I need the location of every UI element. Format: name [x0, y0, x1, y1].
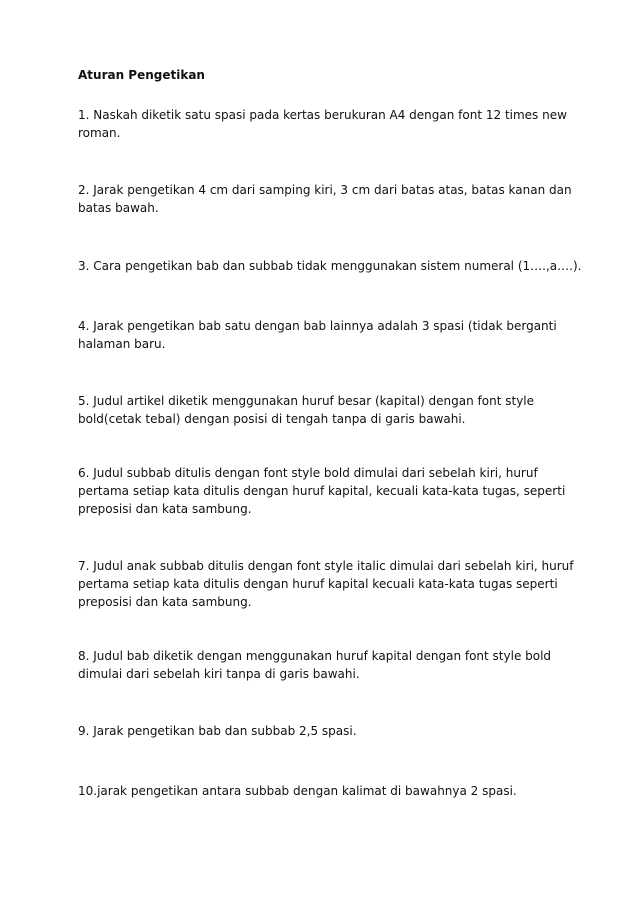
rule-item-8: [78, 647, 564, 683]
rule-line: 10.jarak pengetikan antara subbab dengan kalimat di bawahnya 2 spasi.: [78, 784, 517, 798]
rule-line: preposisi dan kata sambung.: [78, 595, 252, 609]
rule-line: pertama setiap kata ditulis dengan huruf kapital, kecuali kata-kata tugas, seperti: [78, 484, 566, 498]
rule-line: preposisi dan kata sambung.: [78, 502, 252, 516]
rule-line: 9. Jarak pengetikan bab dan subbab 2,5 spasi.: [78, 724, 357, 738]
rule-item-7: [78, 557, 574, 611]
rule-item-6: [78, 464, 564, 518]
document-title: Aturan Pengetikan: [78, 68, 205, 82]
rule-line: roman.: [78, 126, 121, 140]
rule-line: 1. Naskah diketik satu spasi pada kertas berukuran A4 dengan font 12 times new: [78, 108, 567, 122]
rule-item-4: [78, 317, 564, 353]
rule-line: 8. Judul bab diketik dengan menggunakan huruf kapital dengan font style bold: [78, 649, 552, 663]
rule-line: pertama setiap kata ditulis dengan huruf kapital kecuali kata-kata tugas seperti: [78, 577, 558, 591]
rule-item-1: [78, 106, 567, 142]
rule-line: 5. Judul artikel diketik menggunakan huruf besar (kapital) dengan font style: [78, 394, 535, 408]
rule-line: bold(cetak tebal) dengan posisi di tengah tanpa di garis bawahi.: [78, 412, 466, 426]
rule-line: batas bawah.: [78, 201, 159, 215]
rule-item-2: [78, 181, 572, 217]
rule-line: 3. Cara pengetikan bab dan subbab tidak menggunakan sistem numeral (1….,a….).: [78, 259, 582, 273]
rule-item-5: [78, 392, 564, 428]
rule-item-10: [78, 782, 564, 800]
rule-line: 2. Jarak pengetikan 4 cm dari samping kiri, 3 cm dari batas atas, batas kanan dan: [78, 183, 572, 197]
rule-line: dimulai dari sebelah kiri tanpa di garis bawahi.: [78, 667, 360, 681]
rule-line: 7. Judul anak subbab ditulis dengan font style italic dimulai dari sebelah kiri, huruf: [78, 559, 574, 573]
rule-item-9: [78, 722, 564, 740]
rule-line: 6. Judul subbab ditulis dengan font style bold dimulai dari sebelah kiri, huruf: [78, 466, 538, 480]
rule-line: halaman baru.: [78, 337, 166, 351]
rule-line: 4. Jarak pengetikan bab satu dengan bab lainnya adalah 3 spasi (tidak berganti: [78, 319, 557, 333]
rule-item-3: [78, 257, 582, 275]
